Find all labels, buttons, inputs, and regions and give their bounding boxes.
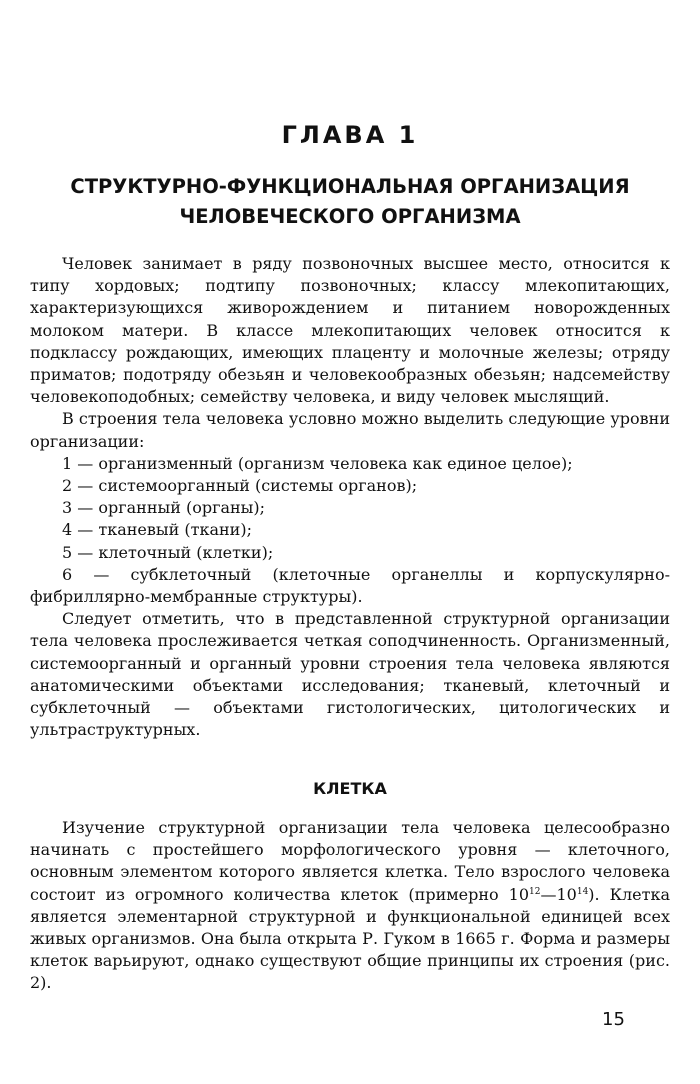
- list-item-level-6: 6 — субклеточный (клеточные органеллы и корпускулярно-фибриллярно-мембранные структуры).: [30, 564, 670, 607]
- exponent-12: 12: [529, 886, 541, 897]
- page-number: 15: [602, 1009, 625, 1030]
- section-heading-cell: КЛЕТКА: [313, 779, 387, 798]
- list-item-level-3: 3 — органный (органы);: [62, 498, 266, 518]
- exponent-14: 14: [576, 886, 589, 897]
- chapter-title-line-2: ЧЕЛОВЕЧЕСКОГО ОРГАНИЗМА: [179, 205, 521, 228]
- paragraph-cell: [30, 817, 670, 995]
- list-item-level-5: 5 — клеточный (клетки);: [62, 542, 274, 562]
- chapter-heading: ГЛАВА 1: [281, 121, 419, 149]
- chapter-title: [20, 172, 680, 232]
- list-item-level-2: 2 — системоорганный (системы органов);: [62, 476, 418, 496]
- cell-text-part-2: ). Клетка является элементарной структурной и функциональной единицей всех живых организмов. Она была открыта Р. Гуком в 1665 г. Форма и размеры клеток варьируют, однако существуют общие принципы их строения (рис. 2).: [30, 884, 671, 993]
- chapter-title-line-1: СТРУКТУРНО-ФУНКЦИОНАЛЬНАЯ ОРГАНИЗАЦИЯ: [70, 175, 630, 198]
- paragraph-levels-intro: В строения тела человека условно можно выделить следующие уровни организации:: [30, 409, 670, 451]
- cell-text-dash: —10: [540, 884, 577, 904]
- list-item-level-4: 4 — тканевый (ткани);: [62, 520, 252, 540]
- cell-text-part-1: Изучение структурной организации тела человека целесообразно начинать с простейшего морфологического уровня — клеточного, основным элементом которого является клетка. Тело взрослого человека состоит из огромного количества клеток (примерно 10: [30, 818, 670, 904]
- body-text-block-1: [30, 253, 670, 741]
- paragraph-classification: Человек занимает в ряду позвоночных высшее место, относится к типу хордовых; подтипу позвоночных; классу млекопитающих, характеризующихся живорождением и питанием новорожденных молоком матери. В классе млекопитающих человек относится к подклассу рождающих, имеющих плаценту и молочные железы; отряду приматов; подотряду обезьян и человекообразных обезьян; надсемейству человекоподобных; семейству человека, и виду человек мыслящий.: [30, 254, 670, 407]
- list-item-level-1: 1 — организменный (организм человека как единое целое);: [62, 453, 573, 473]
- body-text-block-2: [30, 817, 670, 995]
- paragraph-subordination: Следует отметить, что в представленной структурной организации тела человека прослеживается четкая соподчиненность. Организменный, системоорганный и органный уровни строения тела человека являются анатомическими объектами исследования; тканевый, клеточный и субклеточный — объектами гистологических, цитологических и ультраструктурных.: [30, 609, 670, 740]
